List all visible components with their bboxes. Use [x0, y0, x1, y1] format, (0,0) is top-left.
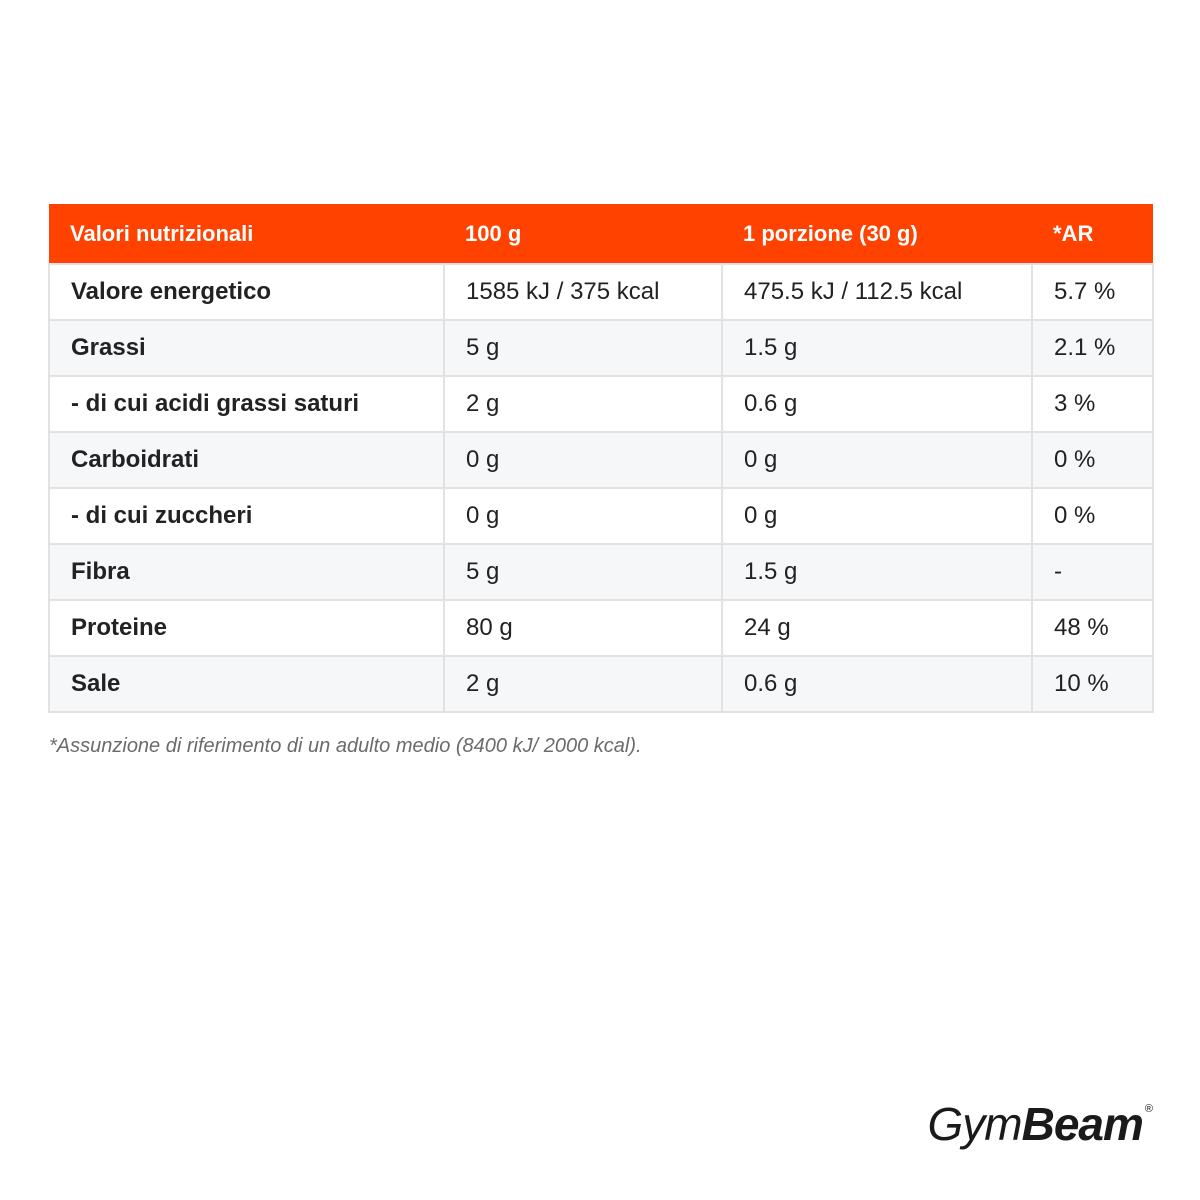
value-reference-intake: 2.1 % — [1032, 320, 1153, 376]
value-reference-intake: 10 % — [1032, 656, 1153, 712]
logo-text-beam: Beam — [1021, 1098, 1143, 1150]
value-per-100g: 5 g — [444, 544, 722, 600]
table-row — [49, 544, 1153, 600]
nutrient-label: - di cui acidi grassi saturi — [49, 376, 444, 432]
gymbeam-logo — [927, 1094, 1152, 1154]
table-row — [49, 264, 1153, 320]
value-per-100g: 0 g — [444, 488, 722, 544]
value-per-100g: 5 g — [444, 320, 722, 376]
value-per-portion: 0.6 g — [722, 376, 1032, 432]
value-per-portion: 0 g — [722, 488, 1032, 544]
logo-text-gym: Gym — [927, 1098, 1022, 1150]
registered-mark: ® — [1144, 1103, 1152, 1115]
value-per-100g: 1585 kJ / 375 kcal — [444, 264, 722, 320]
table-row — [49, 656, 1153, 712]
value-per-portion: 0.6 g — [722, 656, 1032, 712]
nutrient-label: Sale — [49, 656, 444, 712]
table-header — [49, 204, 1153, 264]
table-row — [49, 320, 1153, 376]
nutrient-label: Grassi — [49, 320, 444, 376]
value-reference-intake: 48 % — [1032, 600, 1153, 656]
value-per-portion: 1.5 g — [722, 544, 1032, 600]
value-per-100g: 0 g — [444, 432, 722, 488]
header-per-portion: 1 porzione (30 g) — [722, 204, 1032, 264]
nutrient-label: Fibra — [49, 544, 444, 600]
nutrient-label: - di cui zuccheri — [49, 488, 444, 544]
value-reference-intake: 0 % — [1032, 432, 1153, 488]
value-per-portion: 24 g — [722, 600, 1032, 656]
nutrient-label: Proteine — [49, 600, 444, 656]
value-per-portion: 0 g — [722, 432, 1032, 488]
table-row — [49, 432, 1153, 488]
nutrition-table — [48, 204, 1154, 713]
header-per-100g: 100 g — [444, 204, 722, 264]
reference-intake-footnote: *Assunzione di riferimento di un adulto medio (8400 kJ/ 2000 kcal). — [49, 735, 642, 757]
table-body — [49, 264, 1153, 712]
value-reference-intake: 0 % — [1032, 488, 1153, 544]
table-row — [49, 376, 1153, 432]
value-per-portion: 1.5 g — [722, 320, 1032, 376]
value-per-100g: 2 g — [444, 376, 722, 432]
header-reference-intake: *AR — [1032, 204, 1153, 264]
value-per-100g: 2 g — [444, 656, 722, 712]
table-row — [49, 600, 1153, 656]
value-per-portion: 475.5 kJ / 112.5 kcal — [722, 264, 1032, 320]
nutrient-label: Carboidrati — [49, 432, 444, 488]
value-reference-intake: - — [1032, 544, 1153, 600]
value-reference-intake: 3 % — [1032, 376, 1153, 432]
header-nutrient: Valori nutrizionali — [49, 204, 444, 264]
table-row — [49, 488, 1153, 544]
value-per-100g: 80 g — [444, 600, 722, 656]
value-reference-intake: 5.7 % — [1032, 264, 1153, 320]
nutrient-label: Valore energetico — [49, 264, 444, 320]
header-row — [49, 204, 1153, 264]
